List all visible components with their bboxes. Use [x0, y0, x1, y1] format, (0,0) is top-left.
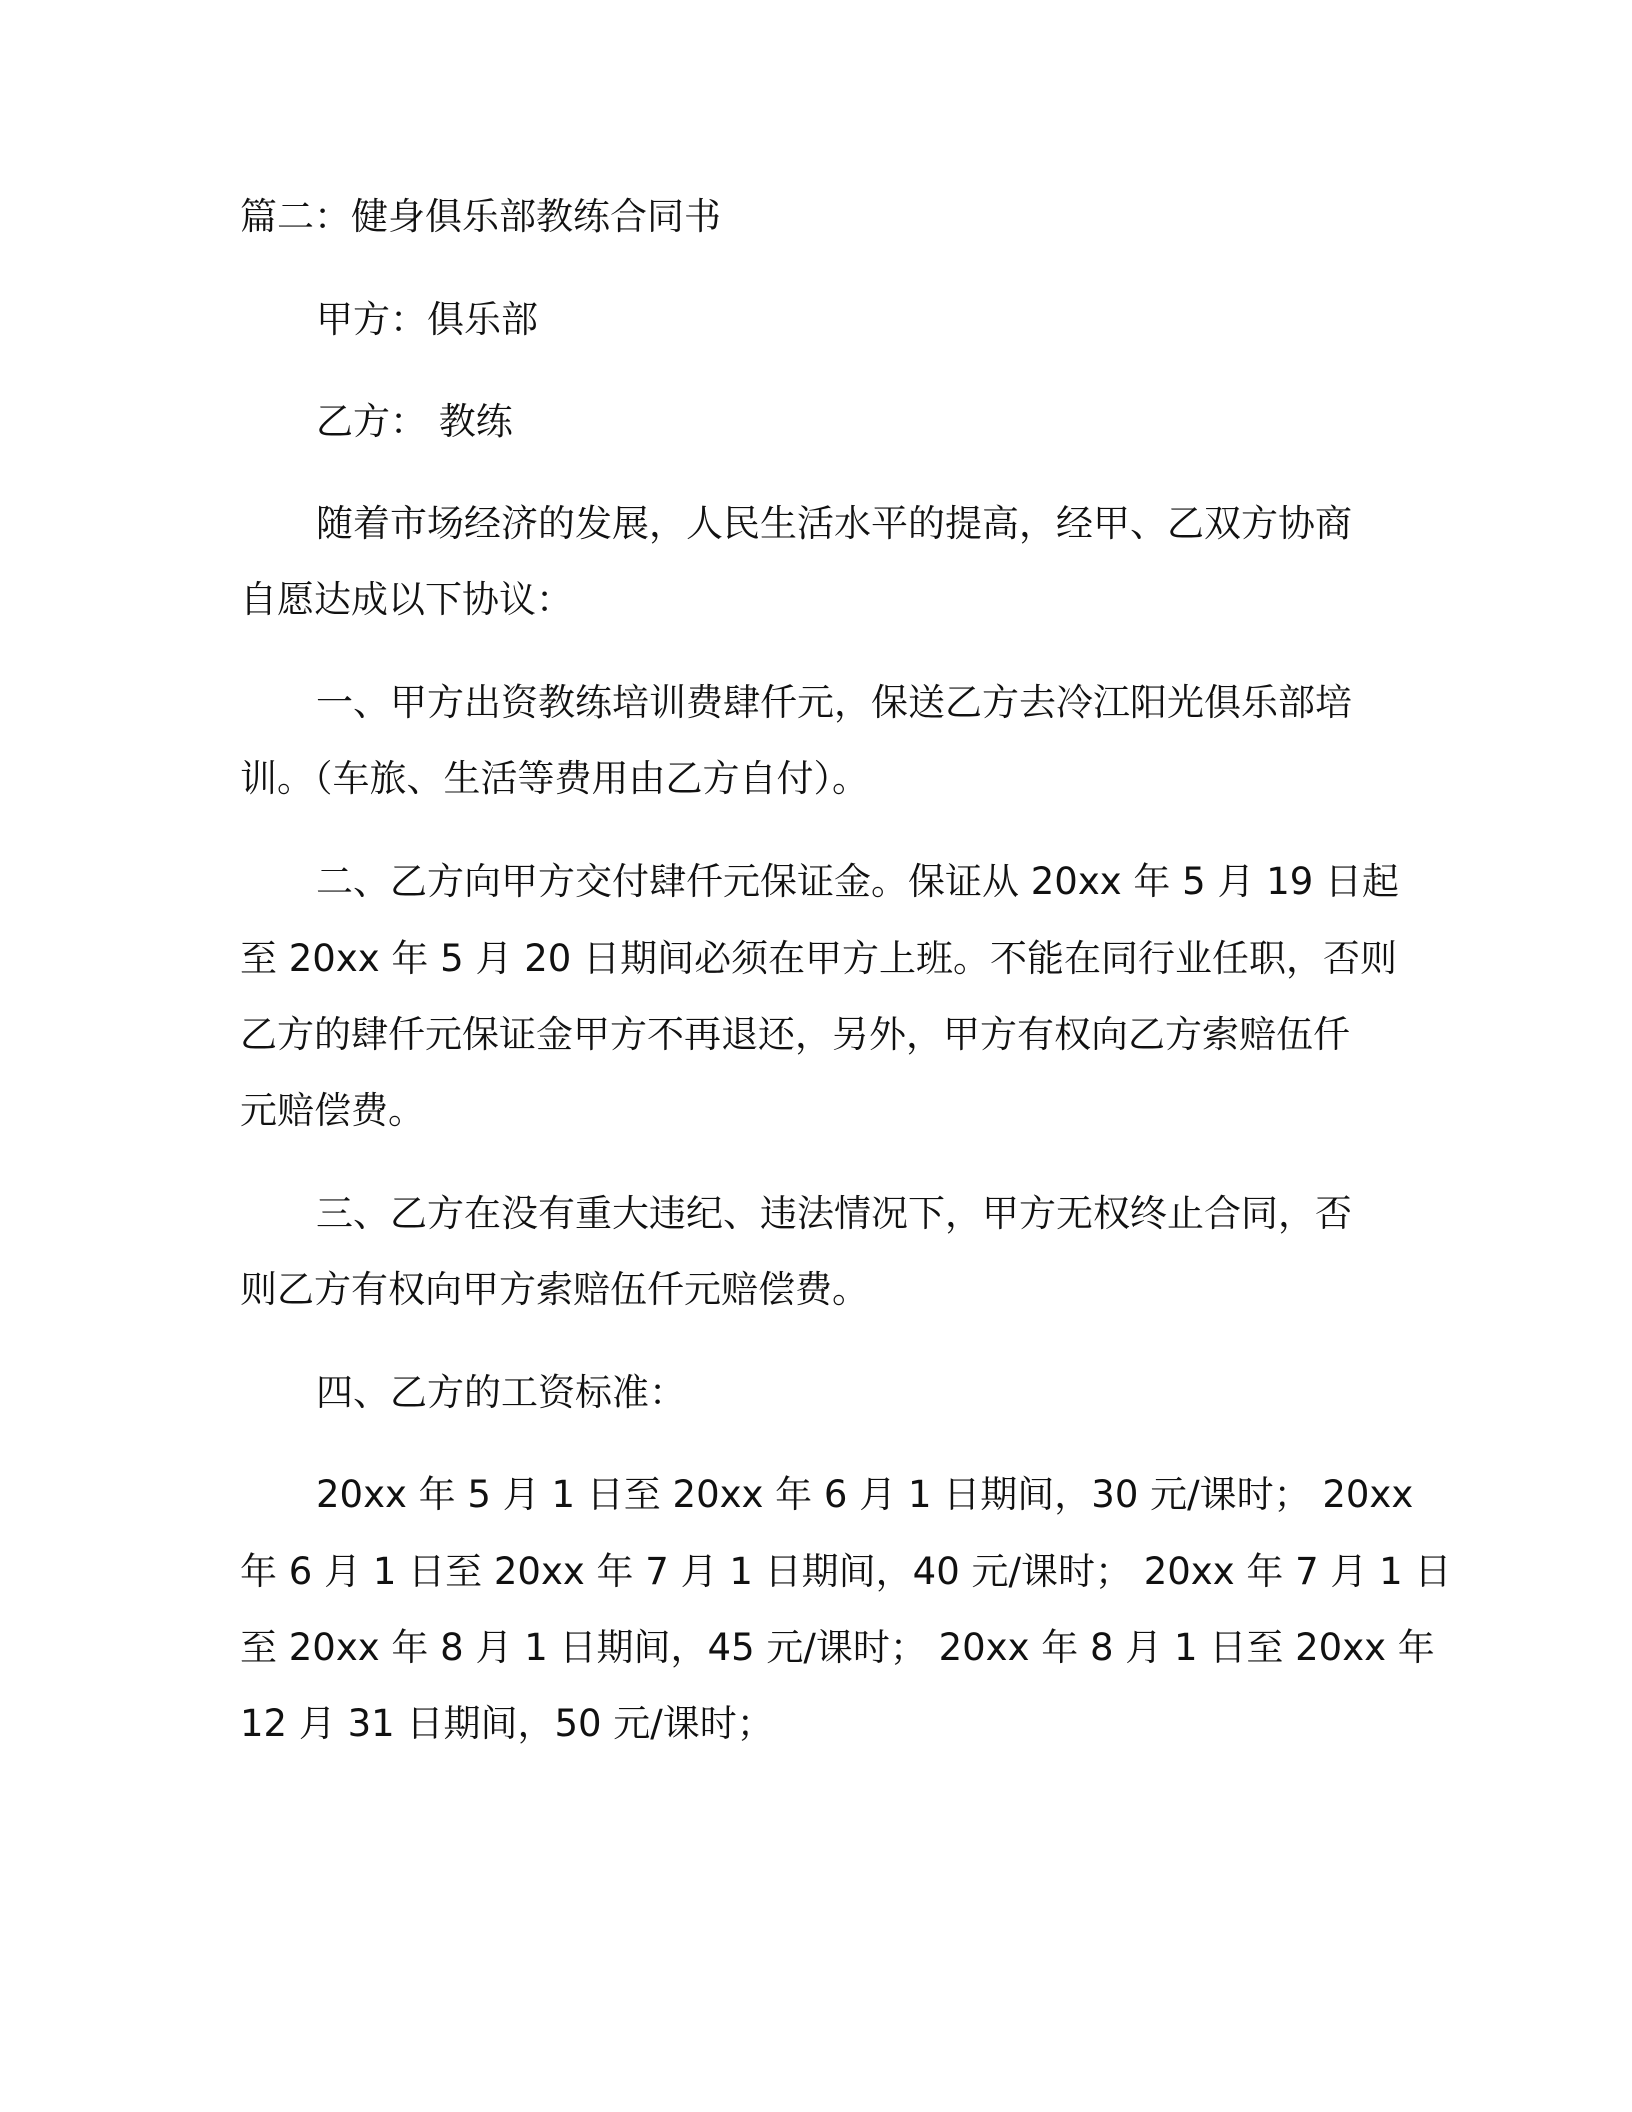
- paragraph-line: 自愿达成以下协议：: [240, 578, 573, 621]
- paragraph-line: 至 20xx 年 5 月 20 日期间必须在甲方上班。不能在同行业任职，否则: [240, 937, 1398, 980]
- paragraph-line: 元赔偿费。: [240, 1089, 425, 1132]
- paragraph-line: 三、乙方在没有重大违纪、违法情况下，甲方无权终止合同，否: [316, 1192, 1352, 1235]
- paragraph-line: 乙方的肆仟元保证金甲方不再退还，另外，甲方有权向乙方索赔伍仟: [240, 1013, 1350, 1056]
- paragraph-line: 20xx 年 5 月 1 日至 20xx 年 6 月 1 日期间，30 元/课时； 20xx: [316, 1473, 1414, 1516]
- paragraph-line: 一、甲方出资教练培训费肆仟元，保送乙方去冷江阳光俱乐部培: [316, 681, 1352, 724]
- document-title: 篇二：健身俱乐部教练合同书: [240, 195, 721, 238]
- paragraph-line: 训。（车旅、生活等费用由乙方自付）。: [240, 757, 869, 800]
- clause-4-heading: 四、乙方的工资标准：: [316, 1371, 686, 1414]
- paragraph-line: 年 6 月 1 日至 20xx 年 7 月 1 日期间，40 元/课时； 20xx 年 7 月 1 日: [240, 1550, 1452, 1593]
- paragraph-line: 二、乙方向甲方交付肆仟元保证金。保证从 20xx 年 5 月 19 日起: [316, 860, 1400, 903]
- party-a: 甲方：俱乐部: [316, 298, 538, 341]
- party-b: 乙方： 教练: [316, 400, 513, 443]
- paragraph-line: 至 20xx 年 8 月 1 日期间，45 元/课时； 20xx 年 8 月 1 日至 20xx 年: [240, 1626, 1435, 1669]
- paragraph-line: 随着市场经济的发展，人民生活水平的提高，经甲、乙双方协商: [316, 502, 1352, 545]
- paragraph-line: 12 月 31 日期间，50 元/课时；: [240, 1702, 774, 1745]
- paragraph-line: 则乙方有权向甲方索赔伍仟元赔偿费。: [240, 1268, 869, 1311]
